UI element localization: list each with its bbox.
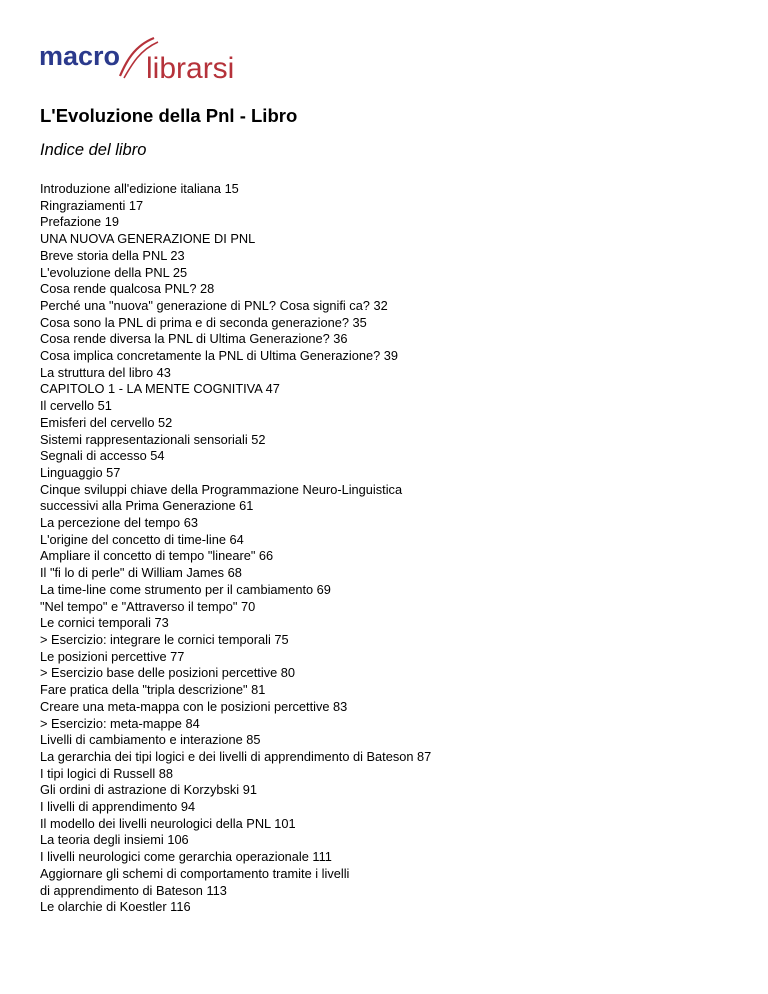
toc-entry: Le posizioni percettive 77 — [40, 648, 185, 664]
toc-entry: Emisferi del cervello 52 — [40, 414, 173, 430]
toc-entry: Cosa rende diversa la PNL di Ultima Generazione? 36 — [40, 331, 348, 347]
toc-entry: I tipi logici di Russell 88 — [40, 765, 174, 781]
toc-entry: Cosa implica concretamente la PNL di Ultima Generazione? 39 — [40, 348, 399, 364]
toc-entry: Gli ordini di astrazione di Korzybski 91 — [40, 782, 257, 798]
toc-entry: L'evoluzione della PNL 25 — [40, 264, 188, 280]
toc-entry: Ringraziamenti 17 — [40, 197, 144, 213]
toc-entry: Fare pratica della "tripla descrizione" 81 — [40, 682, 266, 698]
toc-entry: Sistemi rappresentazionali sensoriali 52 — [40, 431, 266, 447]
toc-entry: Breve storia della PNL 23 — [40, 247, 185, 263]
page-subtitle: Indice del libro — [40, 141, 147, 159]
toc-entry: di apprendimento di Bateson 113 — [40, 882, 227, 898]
toc-entry: > Esercizio: meta-mappe 84 — [40, 715, 200, 731]
toc-entry: UNA NUOVA GENERAZIONE DI PNL — [40, 231, 256, 247]
site-logo[interactable] — [38, 32, 243, 84]
toc-entry: I livelli neurologici come gerarchia operazionale 111 — [40, 849, 332, 865]
toc-entry: Linguaggio 57 — [40, 464, 121, 480]
toc-entry: Le cornici temporali 73 — [40, 615, 169, 631]
toc-entry: Cosa rende qualcosa PNL? 28 — [40, 281, 215, 297]
toc-entry: Ampliare il concetto di tempo "lineare" 66 — [40, 548, 274, 564]
toc-entry: > Esercizio: integrare le cornici temporali 75 — [40, 631, 289, 647]
toc-entry: successivi alla Prima Generazione 61 — [40, 498, 254, 514]
toc-entry: Perché una "nuova" generazione di PNL? Cosa signifi ca? 32 — [40, 297, 388, 313]
toc-entry: Prefazione 19 — [40, 214, 119, 230]
toc-entry: Le olarchie di Koestler 116 — [40, 899, 191, 915]
table-of-contents — [40, 181, 431, 916]
page-title: L'Evoluzione della Pnl - Libro — [40, 105, 298, 126]
toc-entry: I livelli di apprendimento 94 — [40, 799, 196, 815]
toc-entry: > Esercizio base delle posizioni percettive 80 — [40, 665, 296, 681]
toc-entry: Il "fi lo di perle" di William James 68 — [40, 565, 242, 581]
toc-entry: La time-line come strumento per il cambiamento 69 — [40, 581, 331, 597]
logo-graphic — [38, 32, 243, 84]
logo-text-macro: macro — [39, 41, 121, 71]
toc-entry: Cinque sviluppi chiave della Programmazione Neuro-Linguistica — [40, 481, 403, 497]
toc-entry: Livelli di cambiamento e interazione 85 — [40, 732, 261, 748]
toc-entry: "Nel tempo" e "Attraverso il tempo" 70 — [40, 598, 256, 614]
toc-entry: Creare una meta-mappa con le posizioni percettive 83 — [40, 698, 348, 714]
toc-entry: La struttura del libro 43 — [40, 364, 171, 380]
toc-entry: Introduzione all'edizione italiana 15 — [40, 181, 239, 196]
toc-entry: La gerarchia dei tipi logici e dei livelli di apprendimento di Bateson 87 — [40, 748, 432, 764]
logo-text-librarsi: librarsi — [146, 52, 235, 84]
toc-entry: CAPITOLO 1 - LA MENTE COGNITIVA 47 — [40, 381, 280, 397]
toc-entry: Il cervello 51 — [40, 398, 112, 414]
toc-entry: Il modello dei livelli neurologici della PNL 101 — [40, 815, 296, 831]
toc-entry: L'origine del concetto di time-line 64 — [40, 531, 244, 547]
toc-entry: La teoria degli insiemi 106 — [40, 832, 189, 848]
toc-entry: La percezione del tempo 63 — [40, 515, 198, 531]
toc-entry: Aggiornare gli schemi di comportamento tramite i livelli — [40, 865, 350, 881]
toc-entry: Cosa sono la PNL di prima e di seconda generazione? 35 — [40, 314, 367, 330]
toc-entry: Segnali di accesso 54 — [40, 448, 165, 464]
